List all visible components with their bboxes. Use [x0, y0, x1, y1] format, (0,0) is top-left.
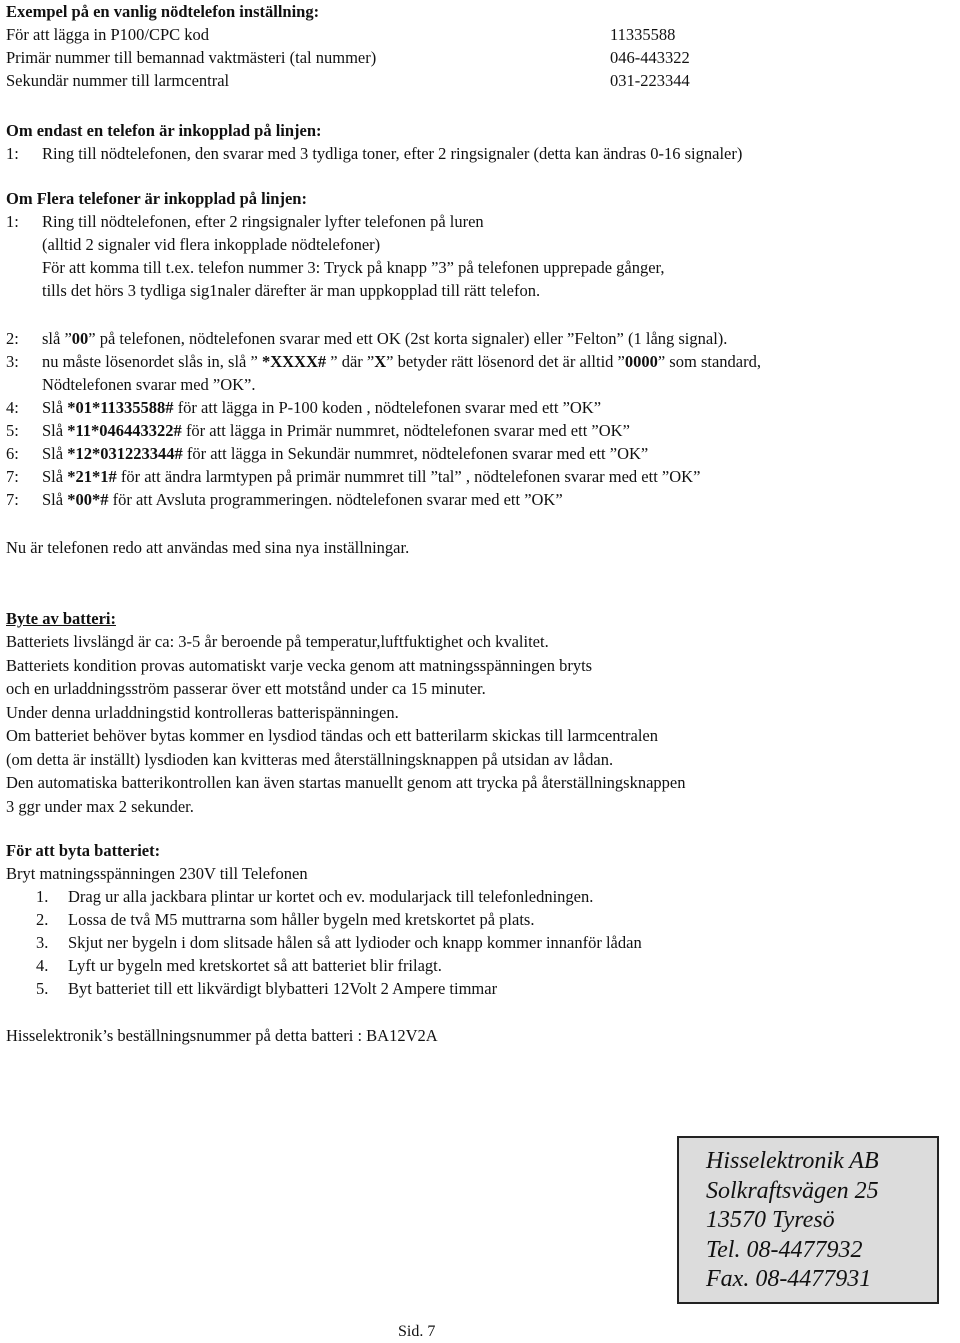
- multi-step: [6, 210, 484, 233]
- example-row: [6, 23, 676, 46]
- example-row-label: Primär nummer till bemannad vaktmästeri (tal nummer): [6, 48, 377, 67]
- step-code: 0000: [624, 352, 658, 371]
- fax-number: Fax. 08-4477931: [706, 1266, 872, 1292]
- step-text: för att lägga in P-100 koden , nödtelefonen svarar med ett ”OK”: [173, 398, 602, 417]
- multi-line: tills det hörs 3 tydliga sig1naler därefter är man uppkopplad till rätt telefon.: [42, 281, 541, 300]
- multi-heading: Om Flera telefoner är inkopplad på linjen:: [6, 189, 307, 208]
- programming-step: [6, 350, 761, 373]
- postal-address: 13570 Tyresö: [706, 1207, 835, 1233]
- example-row-value: 11335588: [610, 25, 676, 44]
- battery-line: Batteriets kondition provas automatiskt varje vecka genom att matningsspänningen bryts: [6, 655, 593, 675]
- step-code: 00: [71, 329, 89, 348]
- step-code: *01*11335588#: [67, 398, 174, 417]
- step-text: ” som standard,: [657, 352, 761, 371]
- list-item-number: 5.: [36, 979, 49, 998]
- example-row: [6, 69, 690, 92]
- single-heading: Om endast en telefon är inkopplad på linjen:: [6, 121, 322, 140]
- example-row: [6, 46, 690, 69]
- programming-step: [6, 327, 727, 350]
- battery-line: Batteriets livslängd är ca: 3-5 år beroende på temperatur,luftfuktighet och kvalitet.: [6, 632, 549, 651]
- step-code: *12*031223344#: [67, 444, 183, 463]
- address-box: [677, 1136, 939, 1304]
- step-text: Slå: [42, 398, 68, 417]
- street-address: Solkraftsvägen 25: [706, 1177, 879, 1204]
- step-number: 1:: [6, 212, 19, 231]
- single-step: [6, 142, 742, 165]
- step-text: ” där ”: [326, 352, 375, 371]
- list-item-text: Skjut ner bygeln i dom slitsade hålen så att lydioder och knapp kommer innanför lådan: [68, 933, 642, 952]
- phone-number: Tel. 08-4477932: [706, 1236, 863, 1263]
- step-text: för att ändra larmtypen på primär nummret till ”tal” , nödtelefonen svarar med ett ”OK”: [116, 467, 701, 486]
- programming-step: [6, 442, 648, 465]
- list-item-text: Byt batteriet till ett likvärdigt blybatteri 12Volt 2 Ampere timmar: [68, 979, 498, 998]
- multi-line: För att komma till t.ex. telefon nummer 3: Tryck på knapp ”3” på telefonen upprepade gånger,: [42, 258, 665, 277]
- step-text: för att lägga in Sekundär nummret, nödtelefonen svarar med ett ”OK”: [182, 444, 649, 463]
- step-text: Slå: [42, 490, 68, 509]
- battery-line: Den automatiska batterikontrollen kan även startas manuellt genom att trycka på återställningsknappen: [6, 773, 686, 792]
- step-number: 6:: [6, 444, 19, 463]
- step-number: 7:: [6, 467, 19, 486]
- list-item-number: 2.: [36, 910, 49, 929]
- step-text: Slå: [42, 467, 68, 486]
- step-number: 7:: [6, 490, 19, 509]
- step-code: *11*046443322#: [67, 421, 182, 440]
- programming-step: [6, 465, 700, 488]
- battery-line: (om detta är inställt) lysdioden kan kvitteras med återställningsknappen på utsidan av lådan.: [6, 749, 614, 769]
- step-number: 1:: [6, 144, 19, 163]
- step-number: 3:: [6, 352, 19, 371]
- step-number: 5:: [6, 421, 19, 440]
- example-title: Exempel på en vanlig nödtelefon inställning:: [6, 2, 320, 21]
- step-text: Slå: [42, 421, 68, 440]
- step-text: ” på telefonen, nödtelefonen svarar med ett OK (2st korta signaler) eller ”Felton” (1 lång signal).: [88, 329, 728, 348]
- company-name: Hisselektronik AB: [706, 1148, 879, 1174]
- list-item-text: Lossa de två M5 muttrarna som håller bygeln med kretskortet på plats.: [68, 910, 535, 929]
- battery-heading: Byte av batteri:: [6, 609, 116, 628]
- battery-line: Om batteriet behöver bytas kommer en lysdiod tändas och ett batterilarm skickas till larmcentralen: [6, 726, 658, 745]
- step-text: Nödtelefonen svarar med ”OK”.: [42, 375, 256, 394]
- programming-step: [6, 396, 601, 419]
- step-code: *XXXX#: [261, 352, 327, 371]
- change-heading: För att byta batteriet:: [6, 841, 161, 860]
- page-number: Sid. 7: [398, 1323, 436, 1340]
- list-item-number: 1.: [36, 887, 49, 906]
- multi-line: (alltid 2 signaler vid flera inkopplade nödtelefoner): [42, 235, 381, 254]
- example-row-value: 046-443322: [610, 48, 690, 67]
- step-text: Ring till nödtelefonen, efter 2 ringsignaler lyfter telefonen på luren: [42, 212, 484, 231]
- step-text: för att lägga in Primär nummret, nödtelefonen svarar med ett ”OK”: [181, 421, 630, 440]
- battery-line: Under denna urladdningstid kontrolleras batterispänningen.: [6, 702, 399, 722]
- step-text: för att Avsluta programmeringen. nödtelefonen svarar med ett ”OK”: [108, 490, 563, 509]
- step-text: Ring till nödtelefonen, den svarar med 3 tydliga toner, efter 2 ringsignaler (detta kan ändras 0-16 signaler): [42, 144, 743, 163]
- battery-line: och en urladdningsström passerar över ett motstånd under ca 15 minuter.: [6, 679, 486, 698]
- list-item-number: 4.: [36, 956, 49, 975]
- list-item-text: Lyft ur bygeln med kretskortet så att batteriet blir frilagt.: [68, 956, 442, 975]
- example-row-label: Sekundär nummer till larmcentral: [6, 71, 230, 90]
- step-text: Slå: [42, 444, 68, 463]
- step-text: nu måste lösenordet slås in, slå ”: [42, 352, 262, 371]
- step-code: *00*#: [67, 490, 109, 509]
- list-item-number: 3.: [36, 933, 49, 952]
- programming-step: [6, 488, 563, 511]
- example-row-label: För att lägga in P100/CPC kod: [6, 25, 210, 44]
- list-item-text: Drag ur alla jackbara plintar ur kortet och ev. modularjack till telefonledningen.: [68, 887, 594, 906]
- step-text: ” betyder rätt lösenord det är alltid ”: [386, 352, 625, 371]
- battery-line: 3 ggr under max 2 sekunder.: [6, 796, 194, 816]
- step-code: X: [374, 352, 387, 371]
- step-text: slå ”: [42, 329, 72, 348]
- programming-step: [6, 419, 630, 442]
- programming-step: [6, 373, 256, 396]
- change-intro: Bryt matningsspänningen 230V till Telefonen: [6, 864, 308, 883]
- step-code: *21*1#: [67, 467, 117, 486]
- order-number-text: Hisselektronik’s beställningsnummer på detta batteri : BA12V2A: [6, 1026, 438, 1045]
- step-number: 4:: [6, 398, 19, 417]
- step-number: 2:: [6, 329, 19, 348]
- ready-text: Nu är telefonen redo att användas med sina nya inställningar.: [6, 538, 410, 557]
- example-row-value: 031-223344: [610, 71, 690, 90]
